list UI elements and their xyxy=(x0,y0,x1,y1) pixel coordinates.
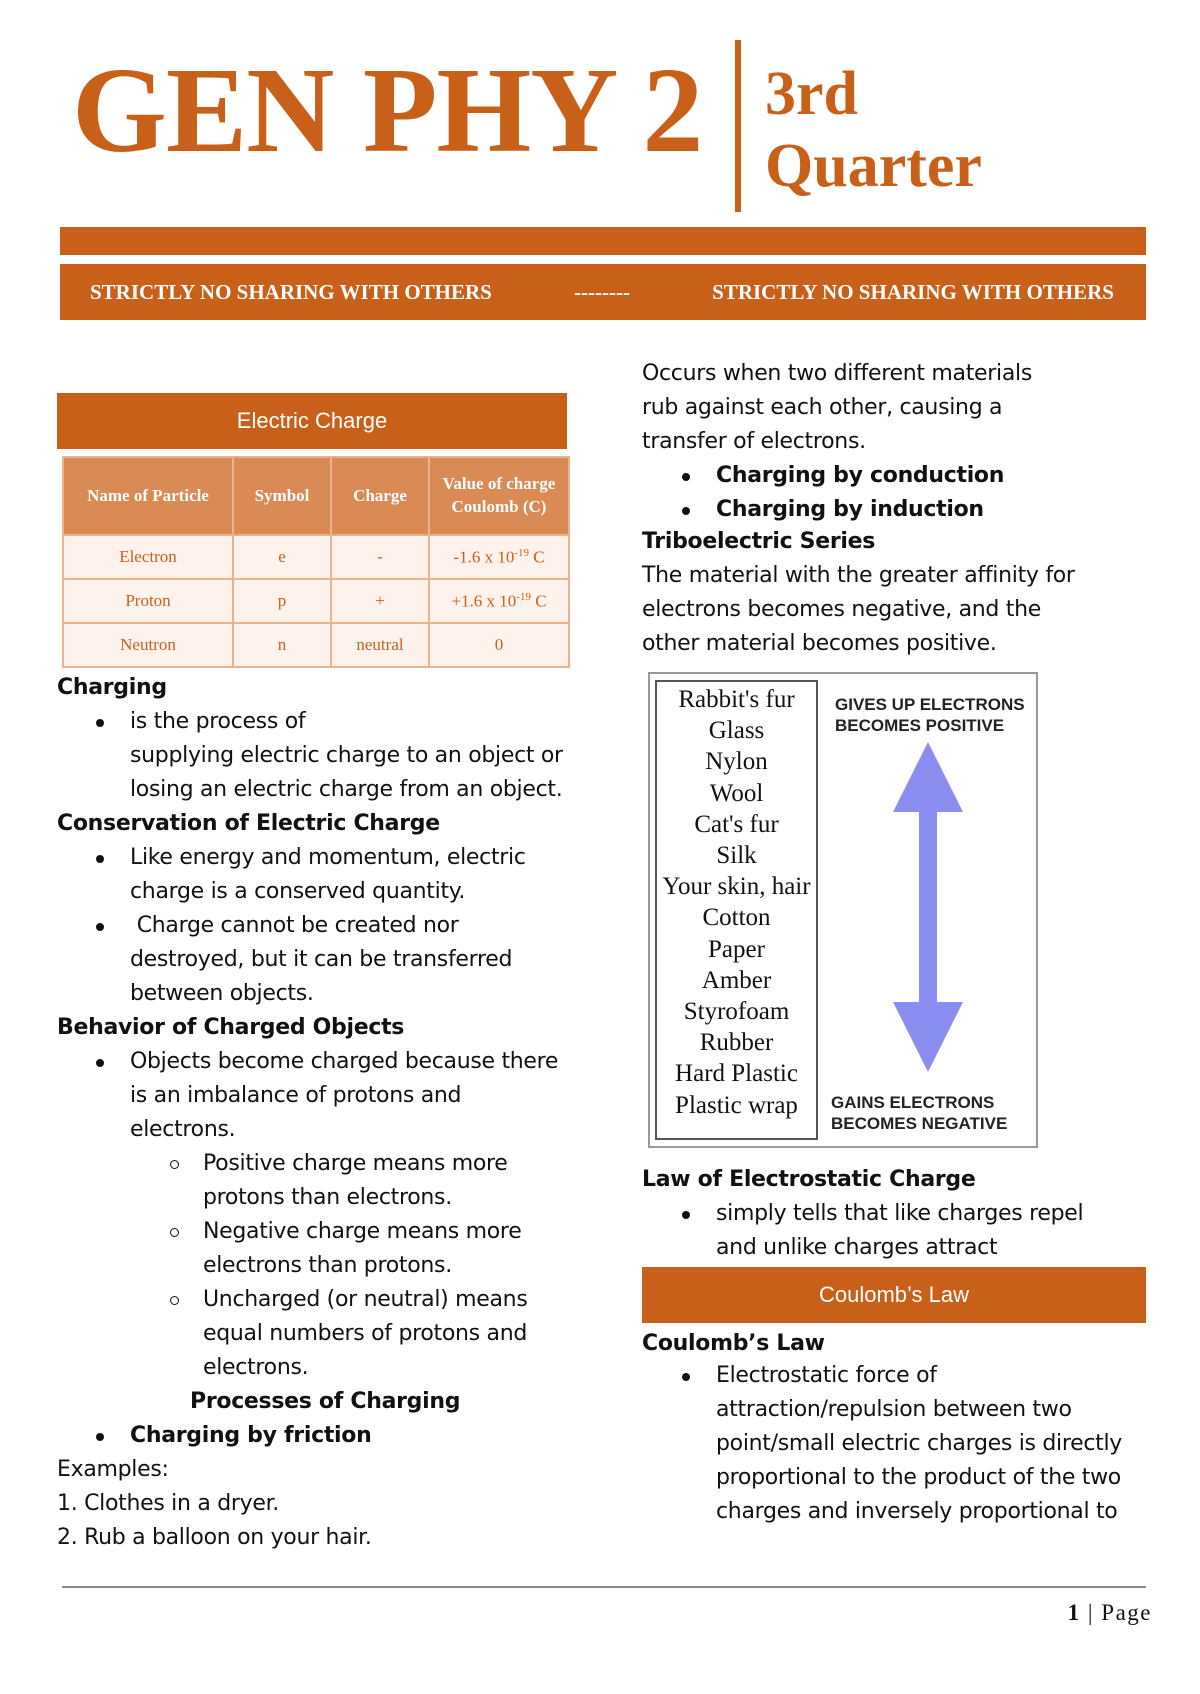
bullet-line: losing an electric charge from an object. xyxy=(130,777,563,802)
particle-symbol: p xyxy=(233,579,331,623)
friction-item: Charging by friction xyxy=(130,1419,371,1453)
document-title: GEN PHY 2 xyxy=(72,43,703,178)
notice-left: STRICTLY NO SHARING WITH OTHERS xyxy=(90,279,492,304)
material-item: Glass xyxy=(708,717,765,745)
particle-symbol: e xyxy=(233,535,331,579)
label-line: BECOMES POSITIVE xyxy=(835,716,1005,735)
table-header: Name of Particle xyxy=(63,457,233,535)
particle-value xyxy=(429,579,569,623)
material-item: Plastic wrap xyxy=(675,1091,798,1119)
heading-coulombs-law: Coulomb’s Law xyxy=(642,1331,825,1356)
heading-charging: Charging xyxy=(57,675,167,700)
arrow-head-down xyxy=(893,1002,963,1072)
bullet-line: is the process of xyxy=(130,709,306,734)
particle-charge: - xyxy=(331,535,429,579)
material-item: Wool xyxy=(709,779,764,807)
conduction-item: Charging by conduction xyxy=(716,459,1004,493)
material-item: Cat's fur xyxy=(694,810,779,838)
value-exponent: -19 xyxy=(516,590,531,603)
particle-charge: neutral xyxy=(331,623,429,667)
material-item: Rabbit's fur xyxy=(678,686,795,713)
table-row xyxy=(63,579,569,623)
behavior-bullet xyxy=(130,1045,558,1147)
charging-bullet xyxy=(130,705,563,807)
arrow-shaft xyxy=(919,810,937,1004)
label-gains-electrons xyxy=(831,1092,1007,1134)
notice-right: STRICTLY NO SHARING WITH OTHERS xyxy=(712,279,1114,304)
bullet-line: Positive charge means more xyxy=(203,1151,508,1176)
material-item: Cotton xyxy=(702,904,771,932)
header-band xyxy=(60,227,1146,255)
particle-name: Neutron xyxy=(63,623,233,667)
label-line: GIVES UP ELECTRONS xyxy=(835,695,1025,714)
behavior-sub-neutral xyxy=(203,1283,527,1385)
behavior-sub-negative xyxy=(203,1215,521,1283)
bullet-line: attraction/repulsion between two xyxy=(716,1397,1072,1422)
label-line: GAINS ELECTRONS xyxy=(831,1093,995,1112)
quarter-line-1: 3rd xyxy=(765,60,858,128)
material-item: Nylon xyxy=(705,748,768,776)
page-number-value: 1 xyxy=(1067,1600,1081,1625)
section-electric-charge: Electric Charge xyxy=(57,393,567,449)
label-gives-up-electrons xyxy=(835,694,1025,736)
bullet-line: electrons. xyxy=(130,1117,236,1142)
bullet-line: Negative charge means more xyxy=(203,1219,522,1244)
bullet-line: supplying electric charge to an object or xyxy=(130,743,563,768)
material-item: Silk xyxy=(716,842,757,870)
bullet-line: point/small electric charges is directly xyxy=(716,1431,1122,1456)
quarter-line-2: Quarter xyxy=(765,132,982,200)
conservation-bullet-1 xyxy=(130,841,526,909)
title-divider xyxy=(735,40,741,212)
bullet-line: Like energy and momentum, electric xyxy=(130,845,526,870)
text-line: The material with the greater affinity for xyxy=(642,563,1075,588)
heading-conservation: Conservation of Electric Charge xyxy=(57,811,440,836)
bullet-line: protons than electrons. xyxy=(203,1185,452,1210)
bullet-line: proportional to the product of the two xyxy=(716,1465,1121,1490)
bullet-line: electrons. xyxy=(203,1355,309,1380)
text-line: transfer of electrons. xyxy=(642,429,866,454)
induction-item: Charging by induction xyxy=(716,493,984,527)
material-item: Paper xyxy=(708,935,765,963)
value-unit: C xyxy=(529,547,545,567)
quarter-label xyxy=(765,58,982,202)
table-header-row xyxy=(63,457,569,535)
bullet-line: Charge cannot be created nor xyxy=(130,913,459,938)
table-header: Value of charge Coulomb (C) xyxy=(429,457,569,535)
table-header: Symbol xyxy=(233,457,331,535)
material-item: Styrofoam xyxy=(683,998,790,1026)
material-item: Rubber xyxy=(699,1029,774,1057)
arrow-head-up xyxy=(893,742,963,812)
particle-table xyxy=(62,456,570,668)
bullet-line: Uncharged (or neutral) means xyxy=(203,1287,528,1312)
material-item: Amber xyxy=(701,966,772,994)
value-mantissa: -1.6 x 10 xyxy=(453,547,515,567)
example-item: 2. Rub a balloon on your hair. xyxy=(57,1525,372,1550)
table-header: Charge xyxy=(331,457,429,535)
material-item: Hard Plastic xyxy=(675,1060,798,1088)
particle-name: Electron xyxy=(63,535,233,579)
table-row xyxy=(63,623,569,667)
particle-symbol: n xyxy=(233,623,331,667)
notice-separator: -------- xyxy=(574,279,630,304)
text-line: electrons becomes negative, and the xyxy=(642,597,1041,622)
bullet-line: is an imbalance of protons and xyxy=(130,1083,462,1108)
bullet-line: between objects. xyxy=(130,981,314,1006)
bullet-line: electrons than protons. xyxy=(203,1253,452,1278)
friction-description xyxy=(642,357,1032,459)
bullet-line: equal numbers of protons and xyxy=(203,1321,528,1346)
bullet-line: charge is a conserved quantity. xyxy=(130,879,466,904)
material-list xyxy=(655,684,818,1121)
heading-behavior: Behavior of Charged Objects xyxy=(57,1015,405,1040)
bullet-line: simply tells that like charges repel xyxy=(716,1201,1084,1226)
value-exponent: -19 xyxy=(514,546,529,559)
behavior-sub-positive xyxy=(203,1147,508,1215)
page-number xyxy=(1068,1600,1152,1626)
heading-law-electrostatic: Law of Electrostatic Charge xyxy=(642,1167,976,1192)
bullet-line: charges and inversely proportional to xyxy=(716,1499,1118,1524)
label-line: BECOMES NEGATIVE xyxy=(831,1114,1008,1133)
value-unit: C xyxy=(530,591,547,611)
double-arrow-icon xyxy=(893,742,963,1072)
coulomb-bullet xyxy=(716,1359,1122,1529)
material-item: Your skin, hair xyxy=(662,873,811,901)
heading-triboelectric: Triboelectric Series xyxy=(642,529,876,554)
bullet-line: Objects become charged because there xyxy=(130,1049,559,1074)
footer-rule xyxy=(62,1586,1146,1588)
value-mantissa: +1.6 x 10 xyxy=(451,591,517,611)
notice-banner xyxy=(60,264,1146,320)
text-line: Occurs when two different materials xyxy=(642,361,1032,386)
particle-name: Proton xyxy=(63,579,233,623)
heading-processes: Processes of Charging xyxy=(190,1389,461,1414)
example-item: 1. Clothes in a dryer. xyxy=(57,1491,279,1516)
text-line: rub against each other, causing a xyxy=(642,395,1003,420)
text-line: other material becomes positive. xyxy=(642,631,997,656)
particle-value xyxy=(429,535,569,579)
examples-label: Examples: xyxy=(57,1457,169,1482)
table-row xyxy=(63,535,569,579)
bullet-line: and unlike charges attract xyxy=(716,1235,998,1260)
page-number-label: | Page xyxy=(1080,1600,1152,1625)
conservation-bullet-2 xyxy=(130,909,512,1011)
triboelectric-description xyxy=(642,559,1075,661)
law-bullet xyxy=(716,1197,1083,1265)
section-coulombs-law: Coulomb’s Law xyxy=(642,1267,1146,1323)
bullet-line: destroyed, but it can be transferred xyxy=(130,947,513,972)
particle-charge: + xyxy=(331,579,429,623)
bullet-line: Electrostatic force of xyxy=(716,1363,937,1388)
particle-value: 0 xyxy=(429,623,569,667)
